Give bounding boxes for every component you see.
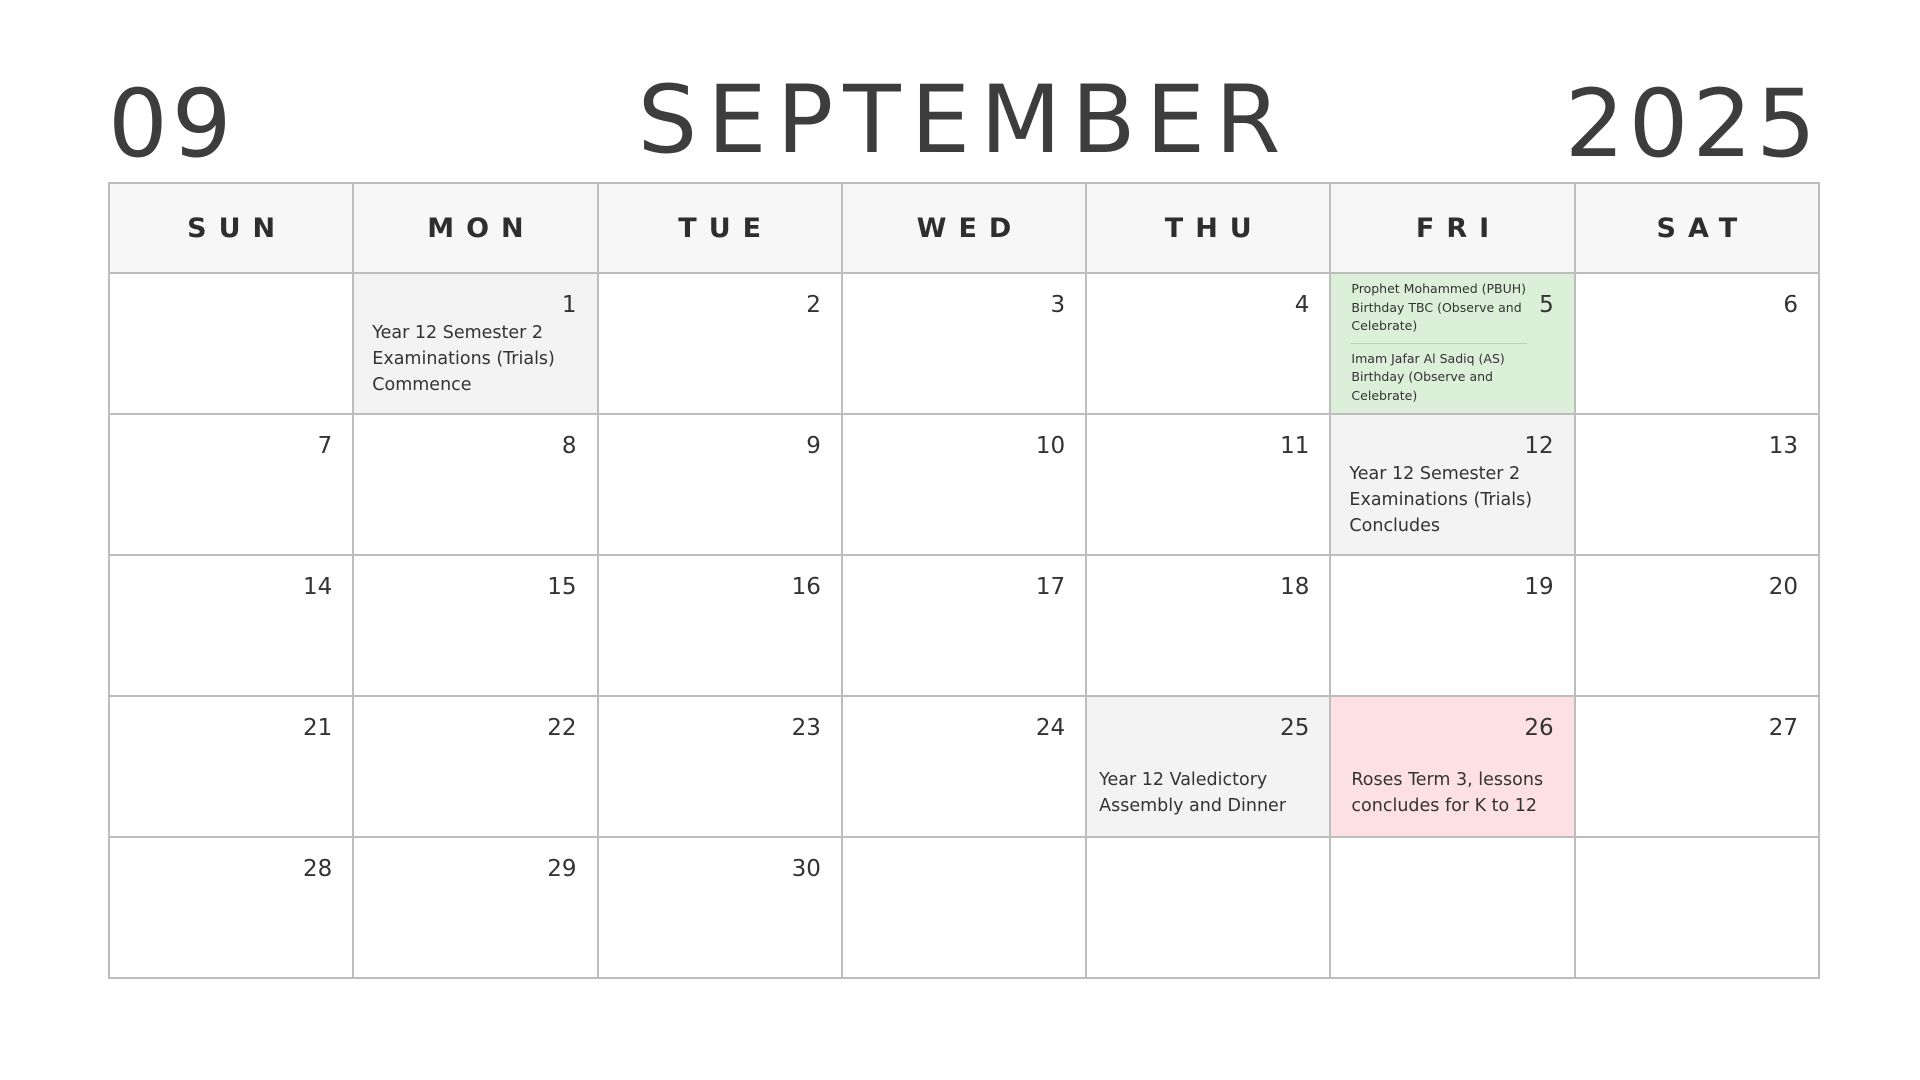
year: 2025 xyxy=(1564,70,1820,179)
day-number: 19 xyxy=(1524,574,1554,600)
day-number: 1 xyxy=(561,292,577,318)
day-cell-26[interactable] xyxy=(1331,697,1575,838)
event-text: Year 12 Semester 2 Examinations (Trials) Commence xyxy=(372,323,555,395)
weekday-sat: SAT xyxy=(1576,184,1820,274)
day-cell-28[interactable] xyxy=(110,838,354,979)
day-number: 24 xyxy=(1035,715,1066,741)
day-number: 29 xyxy=(547,856,577,882)
day-cell-20[interactable] xyxy=(1576,556,1820,697)
day-number: 7 xyxy=(317,433,333,459)
day-number: 4 xyxy=(1294,292,1310,318)
calendar-header xyxy=(108,66,1820,180)
day-cell-8[interactable] xyxy=(354,415,598,556)
weekday-wed: WED xyxy=(843,184,1087,274)
day-number: 28 xyxy=(303,856,333,882)
day-cell-2[interactable] xyxy=(599,274,843,415)
day-cell-21[interactable] xyxy=(110,697,354,838)
day-number: 23 xyxy=(791,715,821,741)
day-cell-empty[interactable] xyxy=(110,274,354,415)
event-list xyxy=(1351,280,1527,405)
weekday-fri: FRI xyxy=(1331,184,1575,274)
day-cell-27[interactable] xyxy=(1576,697,1820,838)
day-number: 2 xyxy=(806,292,821,318)
day-number: 6 xyxy=(1783,292,1798,318)
day-cell-11[interactable] xyxy=(1087,415,1331,556)
day-number: 5 xyxy=(1539,292,1554,318)
day-number: 16 xyxy=(791,574,821,600)
day-cell-19[interactable] xyxy=(1331,556,1575,697)
day-number: 15 xyxy=(547,574,577,600)
day-cell-empty[interactable] xyxy=(843,838,1087,979)
event-text: Imam Jafar Al Sadiq (AS) Birthday (Observe and Celebrate) xyxy=(1351,350,1505,403)
day-cell-6[interactable] xyxy=(1576,274,1820,415)
day-number: 21 xyxy=(303,715,333,741)
weekday-mon: MON xyxy=(354,184,598,274)
day-cell-9[interactable] xyxy=(599,415,843,556)
day-cell-empty[interactable] xyxy=(1087,838,1331,979)
day-cell-25[interactable] xyxy=(1087,697,1331,838)
day-cell-5[interactable] xyxy=(1331,274,1575,415)
calendar-grid xyxy=(108,182,1820,979)
day-cell-29[interactable] xyxy=(354,838,598,979)
weekday-tue: TUE xyxy=(599,184,843,274)
day-number: 25 xyxy=(1280,715,1310,741)
day-cell-4[interactable] xyxy=(1087,274,1331,415)
day-number: 27 xyxy=(1768,715,1798,741)
weekday-thu: THU xyxy=(1087,184,1331,274)
day-cell-empty[interactable] xyxy=(1331,838,1575,979)
day-cell-24[interactable] xyxy=(843,697,1087,838)
day-cell-13[interactable] xyxy=(1576,415,1820,556)
weekday-sun: SUN xyxy=(110,184,354,274)
day-number: 18 xyxy=(1280,574,1310,600)
day-number: 11 xyxy=(1280,433,1310,459)
event-divider xyxy=(1351,343,1527,344)
day-number: 8 xyxy=(561,433,577,459)
month-name: SEPTEMBER xyxy=(637,66,1291,175)
day-number: 9 xyxy=(806,433,821,459)
day-cell-1[interactable] xyxy=(354,274,598,415)
day-cell-18[interactable] xyxy=(1087,556,1331,697)
day-cell-23[interactable] xyxy=(599,697,843,838)
month-number: 09 xyxy=(108,70,236,179)
day-number: 12 xyxy=(1524,433,1554,459)
day-cell-7[interactable] xyxy=(110,415,354,556)
day-number: 17 xyxy=(1035,574,1066,600)
event-text: Year 12 Semester 2 Examinations (Trials) Concludes xyxy=(1349,464,1533,536)
day-number: 22 xyxy=(547,715,577,741)
day-number: 20 xyxy=(1768,574,1798,600)
day-number: 3 xyxy=(1050,292,1066,318)
day-number: 30 xyxy=(791,856,821,882)
day-cell-3[interactable] xyxy=(843,274,1087,415)
event-text: Roses Term 3, lessons concludes for K to 12 xyxy=(1351,770,1544,816)
day-number: 14 xyxy=(303,574,333,600)
day-number: 13 xyxy=(1768,433,1798,459)
day-cell-22[interactable] xyxy=(354,697,598,838)
day-number: 10 xyxy=(1035,433,1066,459)
day-cell-10[interactable] xyxy=(843,415,1087,556)
day-cell-30[interactable] xyxy=(599,838,843,979)
event-text: Prophet Mohammed (PBUH) Birthday TBC (Observe and Celebrate) xyxy=(1351,281,1527,333)
day-cell-15[interactable] xyxy=(354,556,598,697)
day-cell-14[interactable] xyxy=(110,556,354,697)
day-number: 26 xyxy=(1524,715,1554,741)
day-cell-12[interactable] xyxy=(1331,415,1575,556)
day-cell-16[interactable] xyxy=(599,556,843,697)
day-cell-empty[interactable] xyxy=(1576,838,1820,979)
day-cell-17[interactable] xyxy=(843,556,1087,697)
event-text: Year 12 Valedictory Assembly and Dinner xyxy=(1099,770,1287,816)
